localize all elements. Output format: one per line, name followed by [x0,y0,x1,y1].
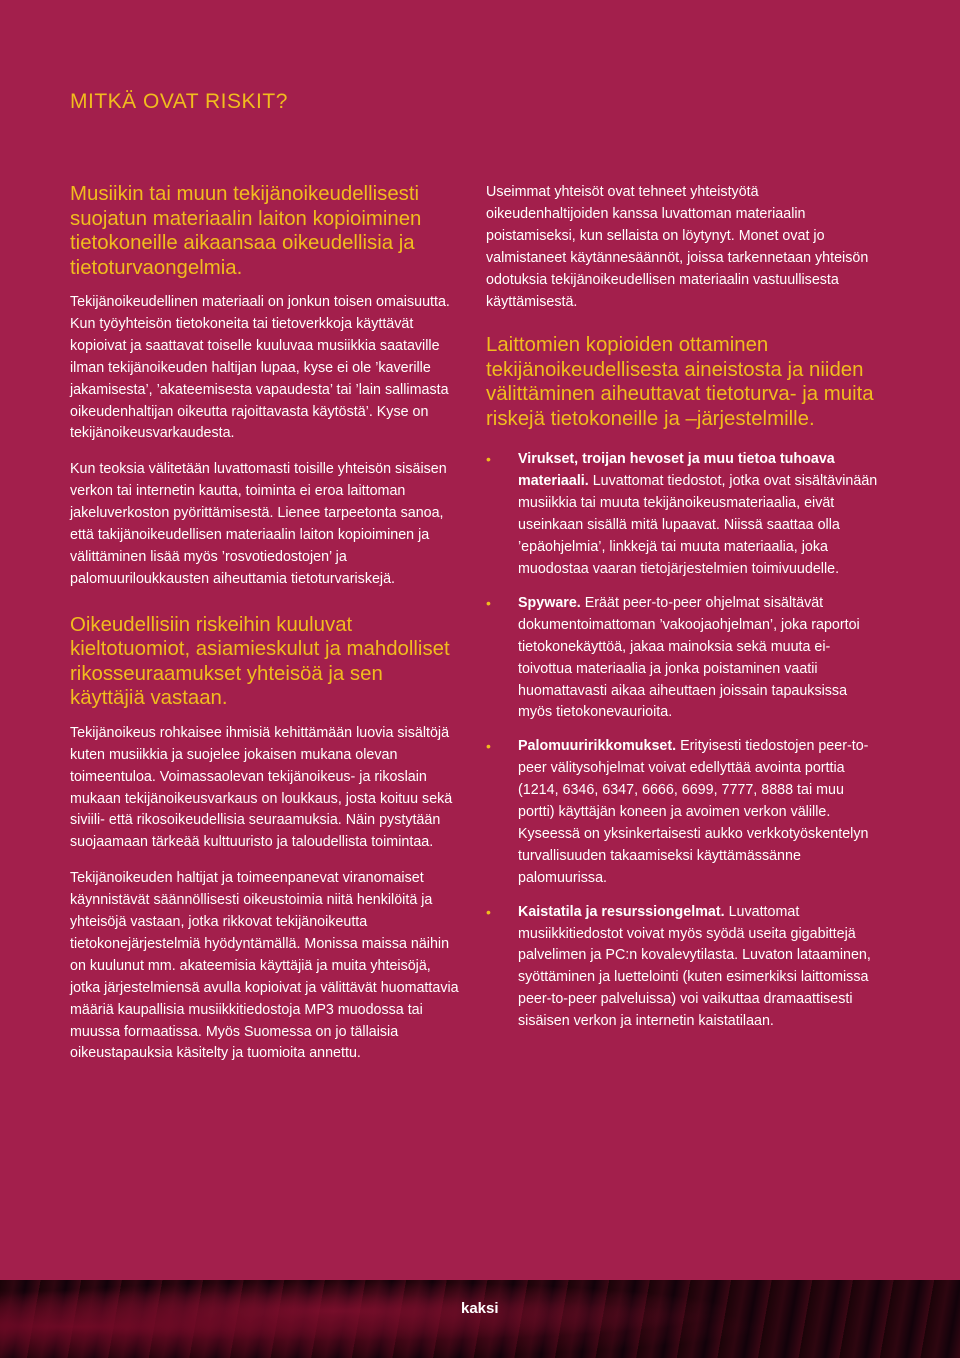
list-item [486,593,878,724]
list-item-text: Eräät peer-to-peer ohjelmat sisältävät dokumentoimattoman ’vakoojaohjelman’, joka raportoi tietokonekäyttöä, jakaa mainoksia sekä muuta ei-toivottua materiaalia ja jonka poistaminen vaatii huomattavasti aikaa aiheuttaen joissain tapauksissa myös tietokonevaurioita. [518,594,860,721]
paragraph-cooperation: Useimmat yhteisöt ovat tehneet yhteistyötä oikeudenhaltijoiden kanssa luvattoman materiaalin poistamiseksi, kun sellaista on löytynyt. Monet ovat jo valmistaneet käytännesäännöt, joissa tarkennetaan yhteisön odotuksia tekijänoikeudellisen materiaalin vastuullisesta käyttämisestä. [486,184,869,310]
lead-heading-security-risks: Laittomien kopioiden ottaminen tekijänoikeudellisesta aineistosta ja niiden välittäminen aiheuttavat tietoturva- ja muita riskejä tietokoneille ja –järjestelmille. [486,334,874,430]
right-column [486,182,878,1045]
lead-heading-legal-issues: Musiikin tai muun tekijänoikeudellisesti suojatun materiaalin laiton kopioiminen tietokoneille aikaansaa oikeudellisia ja tietoturvaongelmia. [70,183,422,279]
paragraph-distribution: Kun teoksia välitetään luvattomasti toisille yhteisön sisäisen verkon tai internetin kautta, toiminta ei eroa laittoman jakeluverkoston pyörittämisestä. Lienee tarpeetonta sanoa, että takijänoikeudellisen materiaalin laiton kopioiminen ja välittäminen lisää myös ’rosvotiedostojen’ ja palomuuriloukkausten aiheuttamia tietoturvariskejä. [70,461,447,587]
bullet-icon: • [486,738,491,755]
list-item-title: Virukset, troijan hevoset ja muu tietoa tuhoava materiaali. [518,451,835,490]
page-number-label: kaksi [461,1300,499,1317]
list-item-text: Erityisesti tiedostojen peer-to-peer välitysohjelmat voivat edellyttää avointa porttia (1214, 6346, 6347, 6666, 6699, 7777, 8888 tai muu portti) käyttäjän koneen ja avoimen verkon välille. Kyseessä on yksinkertaisesti aukko verkkotyöskentelyn turvallisuuden takaamiseksi käyttämässänne palomuurissa. [518,738,869,886]
list-item-title: Kaistatila ja resurssiongelmat. [518,903,725,920]
lead-heading-legal-risks: Oikeudellisiin riskeihin kuuluvat kieltotuomiot, asiamieskulut ja mahdolliset rikosseuraamukset yhteisöä ja sen käyttäjiä vastaan. [70,613,450,710]
paragraph-ownership: Tekijänoikeudellinen materiaali on jonkun toisen omaisuutta. Kun työyhteisön tietokoneita tai tietoverkkoja käyttävät kopioivat ja saattavat toiselle kuuluvaa musiikkia saataville ilman tekijänoikeuden haltijan lupaa, kyse ei ole ’kaverille jakamisesta’, ’akateemisesta vapaudesta’ tai ’lain sallimasta oikeudenhaltijan oikeutta rajoittavasta käytöstä’. Kyse on tekijänoikeusvarkaudesta. [70,294,450,442]
list-item-title: Spyware. [518,594,581,611]
list-item [486,902,878,1033]
bullet-icon: • [486,451,491,468]
list-item-title: Palomuuririkkomukset. [518,738,677,755]
page-title: MITKÄ OVAT RISKIT? [70,90,288,113]
list-item [486,449,878,580]
bullet-icon: • [486,594,491,611]
list-item [486,736,878,889]
risk-list [486,449,878,1033]
paragraph-copyright-law: Tekijänoikeus rohkaisee ihmisiä kehittämään luovia sisältöjä kuten musiikkia ja suojelee jokaisen mukana olevan toimeentuloa. Voimassaolevan tekijänoikeus- ja rikoslain mukaan tekijänoikeusvarkaus on loukkaus, josta koituu sekä siviili- että rikosoikeudellisia seuraamuksia. Näin pystytään suojaamaan tärkeää kulttuuristo ja taloudellista toimintaa. [70,724,453,851]
bullet-icon: • [486,903,491,920]
list-item-text: Luvattomat tiedostot, jotka ovat sisältävinään musiikkia tai muuta tekijänoikeusmateriaalia, eivät useinkaan sisällä mitä lupaavat. Niissä saattaa olla ’epäohjelmia’, linkkejä tai muuta materiaalia, joka muodostaa vaaran tietojärjestelmien toimivuudelle. [518,473,878,577]
list-item-text: Luvattomat musiikkitiedostot voivat myös syödä useita gigabittejä palvelimen ja PC:n kovalevytilasta. Luvaton lataaminen, syöttäminen ja luettelointi (kuten esimerkiksi laittomissa peer-to-peer palveluissa) voi vaikuttaa dramaattisesti sisäisen verkon ja internetin kaistatilaan. [518,903,871,1030]
left-column [70,182,462,1079]
paragraph-enforcement: Tekijänoikeuden haltijat ja toimeenpanevat viranomaiset käynnistävät säännöllisesti oikeustoimia niitä henkilöitä ja yhteisöjä vastaan, jotka rikkovat tekijänoikeutta tietokonejärjestelmiä hyödyntämällä. Monissa maissa näihin on kuulunut mm. akateemisia käyttäjiä ja muita yhteisöjä, jotka järjestelmiensä avulla kopioivat ja välittävät huomattavia määriä kaupallisia musiikkitiedostoja MP3 muodossa tai muussa formaatissa. Myös Suomessa on jo tällaisia oikeustapauksia käsitelty ja tuomioita annettu. [70,870,459,1062]
footer-band [0,1280,960,1358]
